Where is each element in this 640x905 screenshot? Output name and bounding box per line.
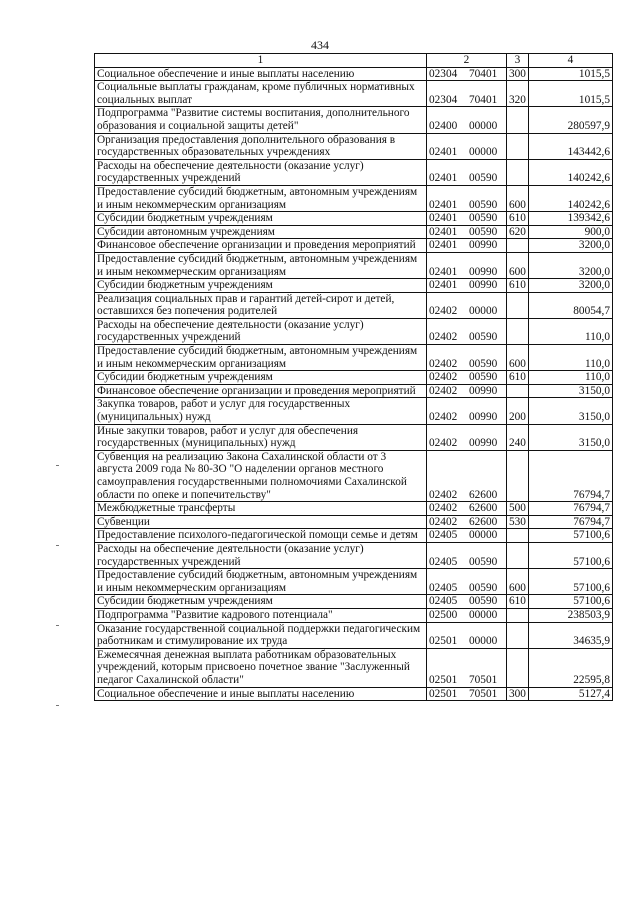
expense-name: Субсидии бюджетным учреждениям xyxy=(95,212,427,226)
expense-type-code xyxy=(507,542,529,568)
expense-name: Подпрограмма "Развитие системы воспитания, дополнительного образования и социальной защиты детей" xyxy=(95,107,427,133)
table-row xyxy=(95,384,613,398)
table-row xyxy=(95,687,613,701)
amount: 22595,8 xyxy=(529,648,613,687)
expense-name: Организация предоставления дополнительного образования в государственных образовательных учреждениях xyxy=(95,133,427,159)
expense-name: Иные закупки товаров, работ и услуг для обеспечения государственных (муниципальных) нужд xyxy=(95,424,427,450)
direction-code: 70401 xyxy=(469,67,498,80)
program-code: 02402 xyxy=(429,371,458,384)
amount: 900,0 xyxy=(529,225,613,239)
expense-name: Субсидии бюджетным учреждениям xyxy=(95,595,427,609)
expense-name: Реализация социальных прав и гарантий детей-сирот и детей, оставшихся без попечения родителей xyxy=(95,292,427,318)
table-row xyxy=(95,107,613,133)
amount: 143442,6 xyxy=(529,133,613,159)
expense-name: Субсидии бюджетным учреждениям xyxy=(95,371,427,385)
margin-mark xyxy=(56,705,59,706)
target-code xyxy=(427,159,507,185)
program-code: 02501 xyxy=(429,635,458,648)
program-code: 02402 xyxy=(429,502,458,515)
amount: 34635,9 xyxy=(529,622,613,648)
expense-type-code xyxy=(507,648,529,687)
expense-name: Финансовое обеспечение организации и проведения мероприятий xyxy=(95,239,427,253)
expense-type-code xyxy=(507,622,529,648)
direction-code: 00990 xyxy=(469,411,498,424)
target-code xyxy=(427,81,507,107)
amount: 3200,0 xyxy=(529,252,613,278)
direction-code: 00590 xyxy=(469,595,498,608)
program-code: 02401 xyxy=(429,279,458,292)
column-header-2: 2 xyxy=(427,54,507,68)
expense-name: Предоставление субсидий бюджетным, автономным учреждениям и иным некоммерческим организациям xyxy=(95,185,427,211)
expense-name: Оказание государственной социальной поддержки педагогическим работникам и стимулирование их труда xyxy=(95,622,427,648)
expense-type-code: 600 xyxy=(507,252,529,278)
table-row xyxy=(95,292,613,318)
expense-type-code xyxy=(507,107,529,133)
target-code xyxy=(427,542,507,568)
table-row xyxy=(95,318,613,344)
amount: 57100,6 xyxy=(529,542,613,568)
expense-name: Предоставление субсидий бюджетным, автономным учреждениям и иным некоммерческим организациям xyxy=(95,569,427,595)
expense-name: Субсидии бюджетным учреждениям xyxy=(95,279,427,293)
expense-type-code xyxy=(507,318,529,344)
program-code: 02402 xyxy=(429,515,458,528)
program-code: 02501 xyxy=(429,687,458,700)
table-row xyxy=(95,502,613,516)
program-code: 02400 xyxy=(429,119,458,132)
table-row xyxy=(95,450,613,501)
expense-name: Социальное обеспечение и иные выплаты населению xyxy=(95,687,427,701)
target-code xyxy=(427,345,507,371)
amount: 1015,5 xyxy=(529,81,613,107)
direction-code: 00590 xyxy=(469,212,498,225)
expense-type-code xyxy=(507,292,529,318)
amount: 3150,0 xyxy=(529,384,613,398)
direction-code: 00000 xyxy=(469,119,498,132)
expense-name: Предоставление субсидий бюджетным, автономным учреждениям и иным некоммерческим организациям xyxy=(95,345,427,371)
expense-type-code: 300 xyxy=(507,687,529,701)
direction-code: 00990 xyxy=(469,239,498,252)
direction-code: 70501 xyxy=(469,673,498,686)
direction-code: 00590 xyxy=(469,357,498,370)
program-code: 02501 xyxy=(429,673,458,686)
table-row xyxy=(95,529,613,543)
amount: 3200,0 xyxy=(529,239,613,253)
expense-name: Расходы на обеспечение деятельности (оказание услуг) государственных учреждений xyxy=(95,318,427,344)
amount: 238503,9 xyxy=(529,608,613,622)
target-code xyxy=(427,424,507,450)
target-code xyxy=(427,133,507,159)
target-code xyxy=(427,318,507,344)
program-code: 02405 xyxy=(429,555,458,568)
program-code: 02402 xyxy=(429,437,458,450)
table-row xyxy=(95,345,613,371)
expense-type-code: 610 xyxy=(507,212,529,226)
expense-type-code: 200 xyxy=(507,398,529,424)
target-code xyxy=(427,185,507,211)
target-code xyxy=(427,225,507,239)
program-code: 02401 xyxy=(429,225,458,238)
expense-type-code xyxy=(507,159,529,185)
table-row xyxy=(95,252,613,278)
target-code xyxy=(427,622,507,648)
expense-type-code xyxy=(507,529,529,543)
expense-type-code: 500 xyxy=(507,502,529,516)
amount: 110,0 xyxy=(529,318,613,344)
program-code: 02401 xyxy=(429,172,458,185)
direction-code: 00590 xyxy=(469,172,498,185)
program-code: 02405 xyxy=(429,581,458,594)
expense-type-code: 600 xyxy=(507,569,529,595)
target-code xyxy=(427,371,507,385)
expense-name: Социальные выплаты гражданам, кроме публичных нормативных социальных выплат xyxy=(95,81,427,107)
amount: 280597,9 xyxy=(529,107,613,133)
target-code xyxy=(427,648,507,687)
table-row xyxy=(95,81,613,107)
direction-code: 62600 xyxy=(469,488,498,501)
target-code xyxy=(427,595,507,609)
direction-code: 00000 xyxy=(469,529,498,542)
program-code: 02402 xyxy=(429,357,458,370)
table-row xyxy=(95,279,613,293)
amount: 80054,7 xyxy=(529,292,613,318)
target-code xyxy=(427,529,507,543)
expense-type-code xyxy=(507,450,529,501)
target-code xyxy=(427,384,507,398)
direction-code: 00990 xyxy=(469,384,498,397)
amount: 3200,0 xyxy=(529,279,613,293)
column-header-1: 1 xyxy=(95,54,427,68)
column-header-4: 4 xyxy=(529,54,613,68)
target-code xyxy=(427,608,507,622)
amount: 5127,4 xyxy=(529,687,613,701)
program-code: 02304 xyxy=(429,67,458,80)
amount: 110,0 xyxy=(529,345,613,371)
direction-code: 00990 xyxy=(469,265,498,278)
expense-name: Межбюджетные трансферты xyxy=(95,502,427,516)
expense-type-code: 600 xyxy=(507,345,529,371)
table-body xyxy=(95,67,613,701)
expense-type-code xyxy=(507,239,529,253)
target-code xyxy=(427,239,507,253)
target-code xyxy=(427,569,507,595)
target-code xyxy=(427,292,507,318)
expense-type-code: 620 xyxy=(507,225,529,239)
expense-name: Финансовое обеспечение организации и проведения мероприятий xyxy=(95,384,427,398)
direction-code: 62600 xyxy=(469,502,498,515)
margin-mark xyxy=(56,625,59,626)
expense-type-code: 610 xyxy=(507,371,529,385)
direction-code: 00590 xyxy=(469,331,498,344)
table-row xyxy=(95,595,613,609)
direction-code: 00590 xyxy=(469,371,498,384)
expense-type-code xyxy=(507,133,529,159)
table-row xyxy=(95,608,613,622)
program-code: 02402 xyxy=(429,331,458,344)
program-code: 02500 xyxy=(429,608,458,621)
expense-name: Субвенции xyxy=(95,515,427,529)
program-code: 02401 xyxy=(429,198,458,211)
direction-code: 00000 xyxy=(469,608,498,621)
amount: 139342,6 xyxy=(529,212,613,226)
table-row xyxy=(95,239,613,253)
table-row xyxy=(95,542,613,568)
expense-name: Субвенция на реализацию Закона Сахалинской области от 3 августа 2009 года № 80-ЗО "О наделении органов местного самоуправления государственными полномочиями Сахалинской области по опеке и попечительству" xyxy=(95,450,427,501)
direction-code: 00000 xyxy=(469,146,498,159)
amount: 3150,0 xyxy=(529,398,613,424)
amount: 76794,7 xyxy=(529,502,613,516)
amount: 76794,7 xyxy=(529,450,613,501)
table-row xyxy=(95,424,613,450)
amount: 76794,7 xyxy=(529,515,613,529)
expense-name: Ежемесячная денежная выплата работникам образовательных учреждений, которым присвоено почетное звание "Заслуженный педагог Сахалинской области" xyxy=(95,648,427,687)
table-row xyxy=(95,622,613,648)
direction-code: 70401 xyxy=(469,93,498,106)
direction-code: 00000 xyxy=(469,635,498,648)
expense-type-code: 320 xyxy=(507,81,529,107)
table-row xyxy=(95,569,613,595)
expense-name: Закупка товаров, работ и услуг для государственных (муниципальных) нужд xyxy=(95,398,427,424)
target-code xyxy=(427,212,507,226)
expense-name: Социальное обеспечение и иные выплаты населению xyxy=(95,67,427,81)
table-row xyxy=(95,185,613,211)
direction-code: 00990 xyxy=(469,437,498,450)
program-code: 02401 xyxy=(429,146,458,159)
program-code: 02401 xyxy=(429,212,458,225)
program-code: 02401 xyxy=(429,239,458,252)
program-code: 02304 xyxy=(429,93,458,106)
margin-mark xyxy=(56,545,59,546)
budget-table xyxy=(94,53,613,701)
program-code: 02405 xyxy=(429,595,458,608)
expense-name: Предоставление субсидий бюджетным, автономным учреждениям и иным некоммерческим организациям xyxy=(95,252,427,278)
table-row xyxy=(95,225,613,239)
expense-name: Предоставление психолого-педагогической помощи семье и детям xyxy=(95,529,427,543)
target-code xyxy=(427,515,507,529)
target-code xyxy=(427,252,507,278)
expense-name: Расходы на обеспечение деятельности (оказание услуг) государственных учреждений xyxy=(95,542,427,568)
expense-name: Расходы на обеспечение деятельности (оказание услуг) государственных учреждений xyxy=(95,159,427,185)
amount: 140242,6 xyxy=(529,185,613,211)
direction-code: 00590 xyxy=(469,581,498,594)
expense-type-code: 300 xyxy=(507,67,529,81)
direction-code: 00590 xyxy=(469,198,498,211)
margin-mark xyxy=(56,465,59,466)
amount: 57100,6 xyxy=(529,529,613,543)
table-row xyxy=(95,212,613,226)
amount: 140242,6 xyxy=(529,159,613,185)
table-row xyxy=(95,515,613,529)
expense-type-code: 610 xyxy=(507,595,529,609)
program-code: 02401 xyxy=(429,265,458,278)
expense-type-code xyxy=(507,608,529,622)
direction-code: 00590 xyxy=(469,225,498,238)
expense-type-code: 610 xyxy=(507,279,529,293)
target-code xyxy=(427,107,507,133)
amount: 57100,6 xyxy=(529,569,613,595)
table-row xyxy=(95,398,613,424)
target-code xyxy=(427,502,507,516)
expense-type-code: 240 xyxy=(507,424,529,450)
expense-name: Субсидии автономным учреждениям xyxy=(95,225,427,239)
amount: 1015,5 xyxy=(529,67,613,81)
table-row xyxy=(95,371,613,385)
direction-code: 62600 xyxy=(469,515,498,528)
program-code: 02402 xyxy=(429,384,458,397)
target-code xyxy=(427,279,507,293)
table-header-row xyxy=(95,54,613,68)
column-header-3: 3 xyxy=(507,54,529,68)
program-code: 02402 xyxy=(429,305,458,318)
program-code: 02402 xyxy=(429,488,458,501)
amount: 110,0 xyxy=(529,371,613,385)
table-row xyxy=(95,133,613,159)
direction-code: 70501 xyxy=(469,687,498,700)
expense-type-code: 600 xyxy=(507,185,529,211)
direction-code: 00590 xyxy=(469,555,498,568)
program-code: 02405 xyxy=(429,529,458,542)
table-row xyxy=(95,67,613,81)
expense-type-code xyxy=(507,384,529,398)
target-code xyxy=(427,450,507,501)
target-code xyxy=(427,67,507,81)
expense-name: Подпрограмма "Развитие кадрового потенциала" xyxy=(95,608,427,622)
expense-type-code: 530 xyxy=(507,515,529,529)
target-code xyxy=(427,687,507,701)
direction-code: 00990 xyxy=(469,279,498,292)
table-row xyxy=(95,159,613,185)
target-code xyxy=(427,398,507,424)
program-code: 02402 xyxy=(429,411,458,424)
page-number: 434 xyxy=(311,38,329,52)
table-row xyxy=(95,648,613,687)
amount: 3150,0 xyxy=(529,424,613,450)
amount: 57100,6 xyxy=(529,595,613,609)
direction-code: 00000 xyxy=(469,305,498,318)
